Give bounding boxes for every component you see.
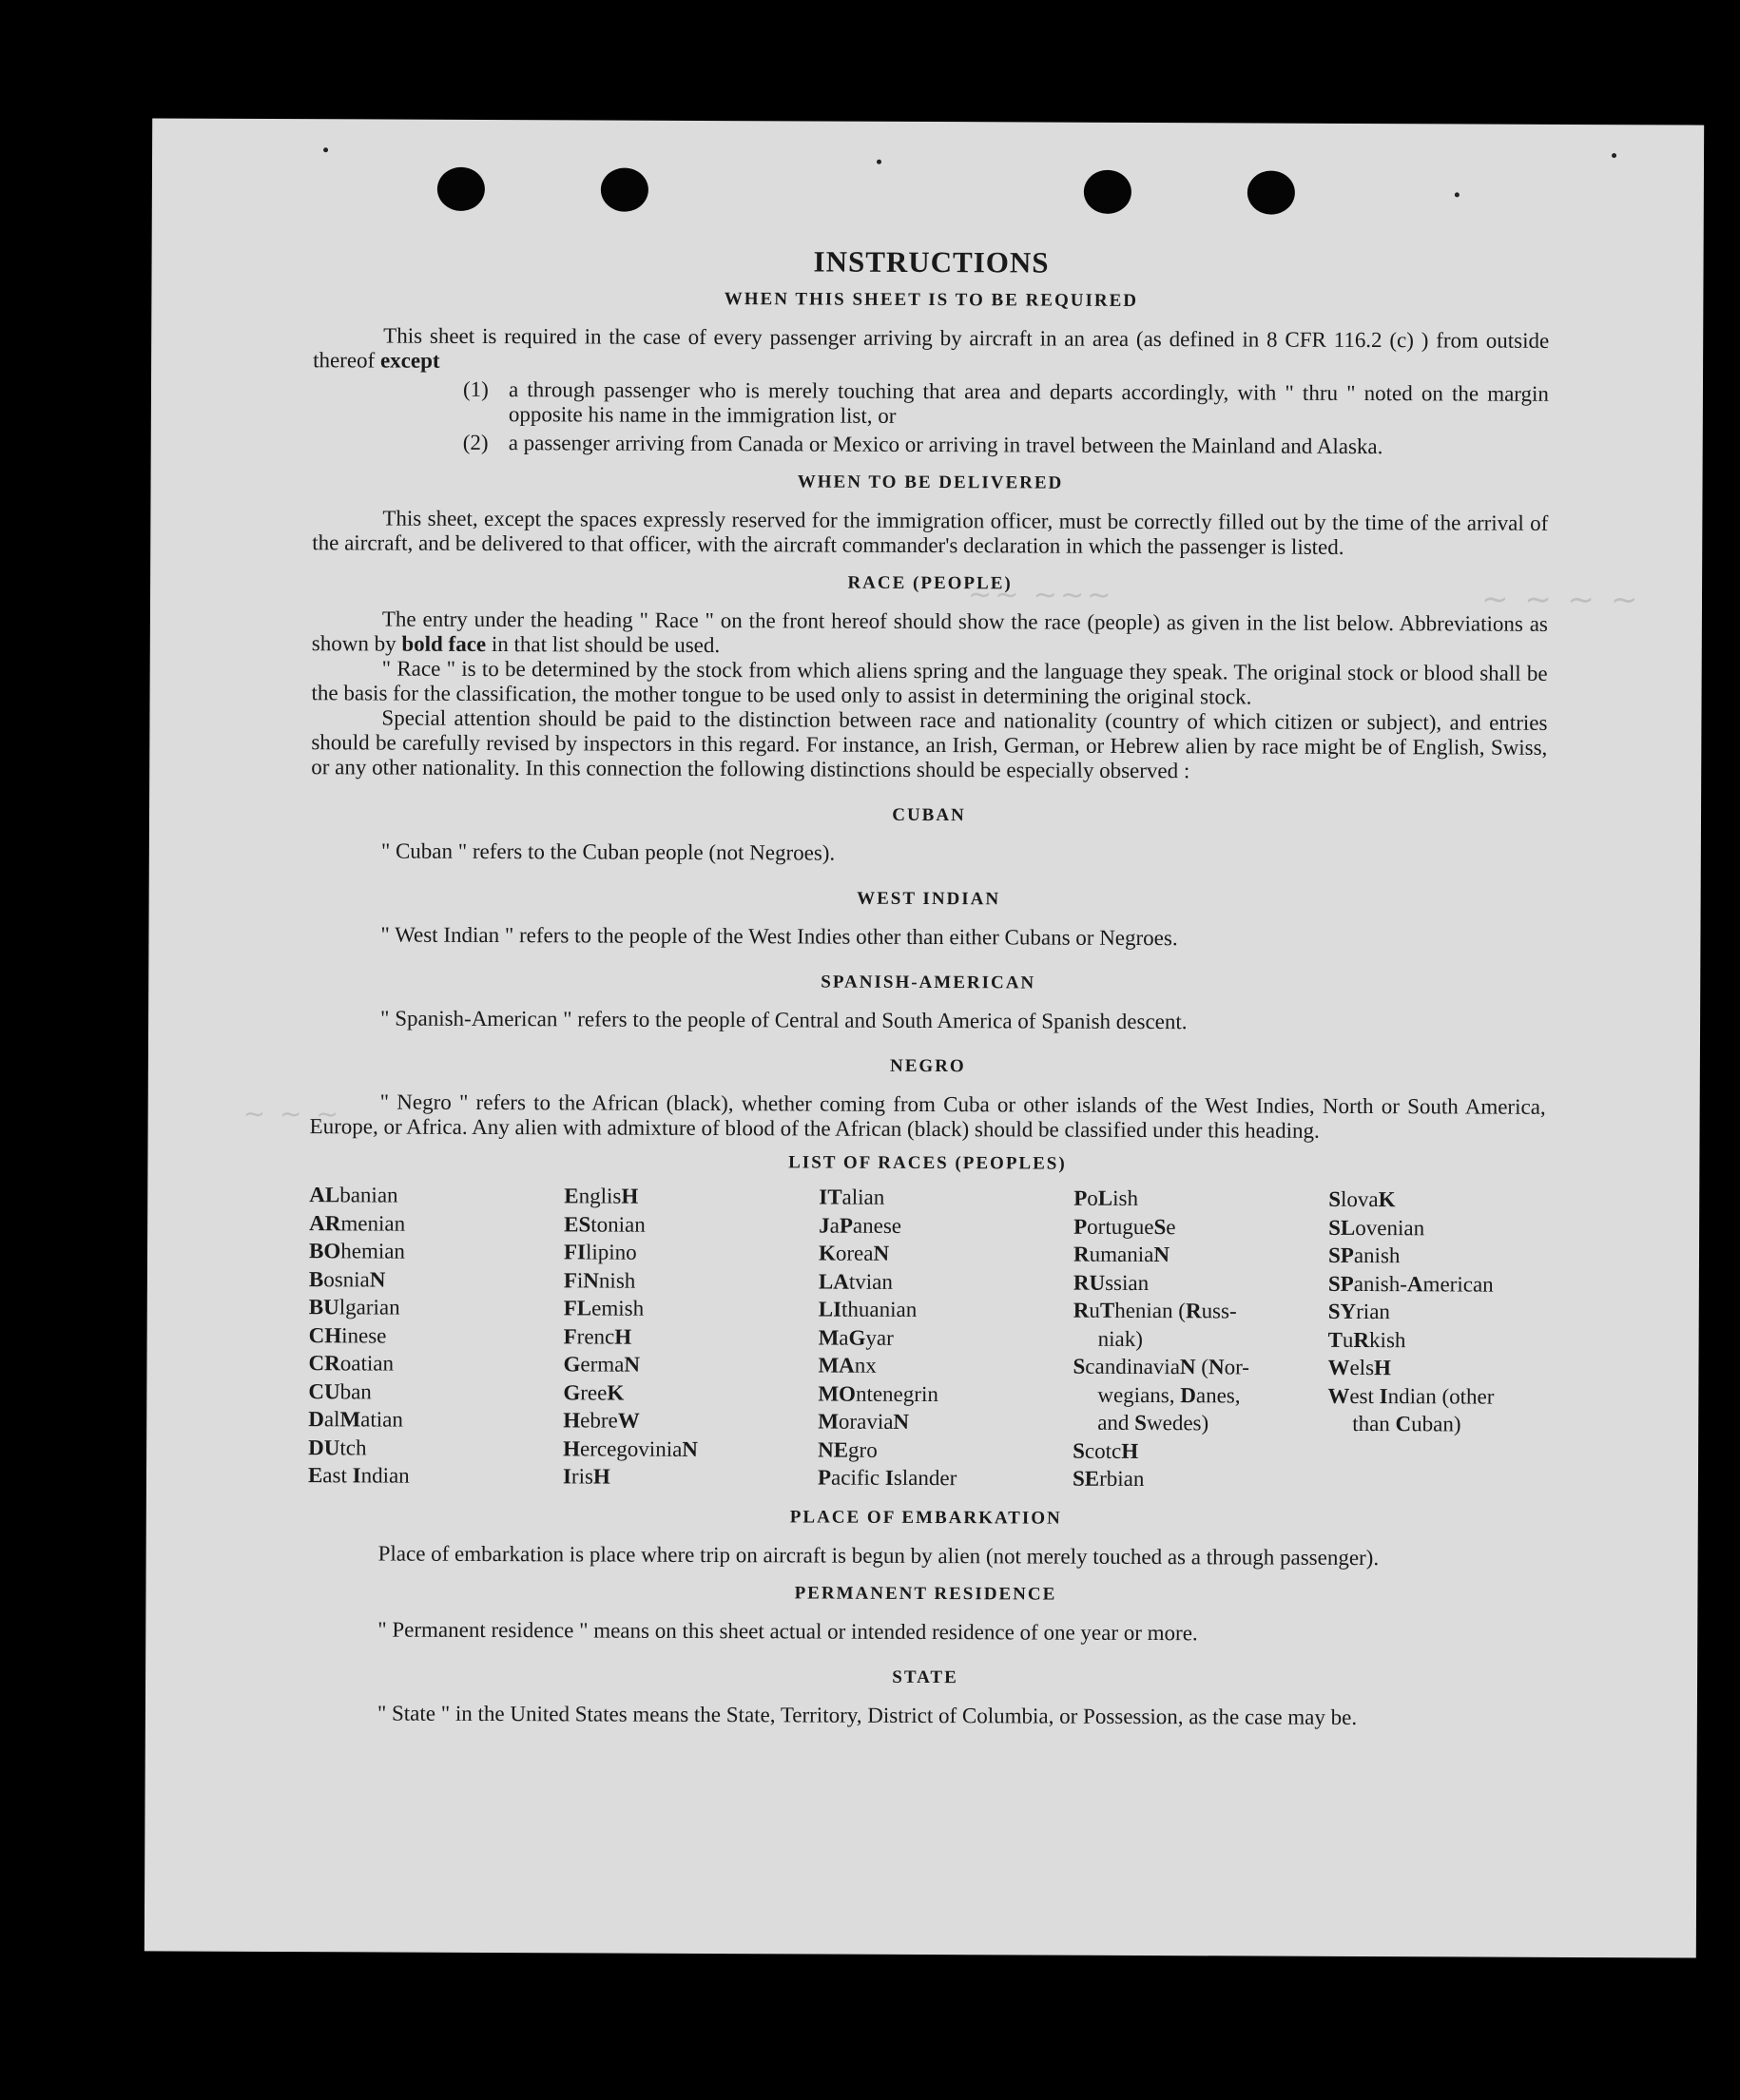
race-entry: Pacific Islander <box>817 1465 957 1491</box>
speck <box>877 160 881 164</box>
section-heading: STATE <box>892 1667 958 1687</box>
paragraph <box>312 607 1548 662</box>
race-entry: than Cuban) <box>1352 1411 1461 1436</box>
race-entry: DalMatian <box>308 1407 403 1432</box>
text: This sheet is required in the case of every passenger arriving by aircraft in an area (as defined in 8 CFR 116.2 (c) ) from outside thereof <box>313 323 1550 373</box>
paragraph: " State " in the United States means the State, Territory, District of Columbia, or Possession, as the case may be. <box>377 1700 1358 1729</box>
section-heading: WHEN TO BE DELIVERED <box>797 472 1064 493</box>
section-heading: PLACE OF EMBARKATION <box>789 1506 1062 1529</box>
race-entry: BOhemian <box>308 1239 406 1263</box>
paragraph: " Permanent residence " means on this sheet actual or intended residence of one year or more. <box>377 1616 1198 1645</box>
page-title: INSTRUCTIONS <box>813 244 1050 279</box>
race-entry: TuRkish <box>1327 1327 1406 1352</box>
list-item <box>463 377 1549 432</box>
paragraph: This sheet, except the spaces expressly reserved for the immigration officer, must be correctly filled out by the time of the arrival of the aircraft, and be delivered to that officer, with the aircraft commander's declaration in which the passenger is listed. <box>312 506 1549 559</box>
punch-hole <box>437 167 485 211</box>
race-entry: SYrian <box>1327 1299 1391 1324</box>
race-entry: FLemish <box>563 1296 645 1320</box>
punch-hole <box>1247 170 1295 214</box>
race-entry: RUssian <box>1073 1270 1150 1295</box>
race-entry: ARmenian <box>309 1210 406 1236</box>
paragraph: " Race " is to be determined by the stock from which aliens spring and the language they speak. The original stock or blood shall be the basis for the classification, the mother tongue to be used only to assist in determining the original stock. <box>311 656 1548 709</box>
race-column <box>1073 1185 1328 1494</box>
paragraph: Place of embarkation is place where trip on aircraft is begun by alien (not merely touched as a through passenger). <box>377 1540 1380 1570</box>
paragraph: " Cuban " refers to the Cuban people (not Negroes). <box>380 838 836 865</box>
race-entry: KoreaN <box>818 1241 890 1265</box>
item-text: a passenger arriving from Canada or Mexico or arriving in travel between the Mainland and Alaska. <box>508 431 1383 459</box>
section-heading: WEST INDIAN <box>857 888 1001 910</box>
race-column <box>563 1182 819 1492</box>
race-entry: CUban <box>308 1378 372 1403</box>
race-entry: PortugueSe <box>1073 1214 1176 1239</box>
race-entry: NEgro <box>818 1437 878 1462</box>
section-heading: CUBAN <box>892 804 966 826</box>
race-column <box>1327 1185 1545 1494</box>
paragraph: " Negro " refers to the African (black), whether coming from Cuba or other islands of the West Indies, North or South America, Europe, or Africa. Any alien with admixture of blood of the African (black) should be classified under this heading. <box>309 1089 1546 1143</box>
race-entry: CRoatian <box>308 1351 395 1376</box>
race-column <box>818 1184 1073 1493</box>
paragraph: " West Indian " refers to the people of the West Indies other than either Cubans or Negroes. <box>380 922 1178 951</box>
race-entry: West Indian (other <box>1327 1383 1495 1409</box>
race-entry: niak) <box>1097 1326 1143 1351</box>
race-entry: WelsH <box>1327 1355 1391 1380</box>
bold-text: except <box>379 348 440 373</box>
race-entry: JaPanese <box>819 1213 902 1238</box>
race-entry: ScotcH <box>1073 1438 1139 1463</box>
race-entry: and Swedes) <box>1097 1410 1209 1435</box>
section-heading: WHEN THIS SHEET IS TO BE REQUIRED <box>724 289 1139 311</box>
race-entry: MOntenegrin <box>818 1381 938 1406</box>
race-entry: BUlgarian <box>308 1295 400 1320</box>
race-entry: BosniaN <box>308 1266 386 1292</box>
text: in that list should be used. <box>486 631 721 658</box>
item-number: (1) <box>462 376 489 401</box>
race-entry: MaGyar <box>818 1325 894 1350</box>
race-entry: HebreW <box>563 1408 640 1433</box>
race-list <box>308 1181 1545 1494</box>
faint-pencil-bleed: ~ ~ ~ <box>242 1097 341 1130</box>
faint-pencil-bleed: ~ ~ ~ ~ <box>1480 580 1641 620</box>
race-entry: DUtch <box>308 1435 367 1459</box>
section-heading: RACE (PEOPLE) <box>847 572 1013 594</box>
race-entry: ScandinaviaN (Nor- <box>1073 1354 1250 1379</box>
race-entry: FIlipino <box>563 1240 637 1264</box>
speck <box>1455 192 1460 197</box>
speck <box>323 147 328 152</box>
instructions-content <box>307 244 1550 1730</box>
race-entry: LAtvian <box>818 1269 893 1294</box>
race-entry: SPanish <box>1327 1243 1401 1268</box>
race-entry: ALbanian <box>309 1183 398 1207</box>
race-entry: wegians, Danes, <box>1097 1382 1241 1407</box>
document-sheet <box>145 118 1704 1957</box>
race-entry: ITalian <box>819 1185 885 1209</box>
race-entry: GreeK <box>563 1379 625 1405</box>
item-number: (2) <box>462 430 489 454</box>
section-heading: SPANISH-AMERICAN <box>821 972 1036 993</box>
race-entry: PoLish <box>1073 1185 1139 1210</box>
section-heading: NEGRO <box>889 1055 966 1077</box>
race-entry: EStonian <box>564 1211 646 1237</box>
race-entry: East Indian <box>307 1463 410 1488</box>
punch-hole <box>601 168 648 212</box>
section-heading: PERMANENT RESIDENCE <box>794 1582 1057 1605</box>
paragraph <box>313 323 1549 378</box>
race-entry: RumaniaN <box>1073 1242 1170 1267</box>
race-entry: GermaN <box>563 1352 641 1377</box>
item-text: a through passenger who is merely touching that area and departs accordingly, with " thru " noted on the margin opposite his name in the immigration list, or <box>508 377 1550 428</box>
race-entry: HercegoviniaN <box>563 1435 699 1461</box>
race-entry: FrencH <box>563 1323 632 1349</box>
list-item <box>463 431 1549 460</box>
race-entry: LIthuanian <box>818 1297 918 1321</box>
text: The entry under the heading " Race " on the front hereof should show the race (people) as given in the list below. Abbreviations as shown by <box>311 607 1548 656</box>
paragraph: " Spanish-American " refers to the people of Central and South America of Spanish descent. <box>380 1006 1188 1034</box>
race-entry: RuThenian (Russ- <box>1073 1298 1237 1323</box>
punch-hole <box>1084 170 1131 214</box>
race-entry: MoraviaN <box>818 1409 910 1434</box>
faint-pencil-bleed: ~~ ~~~ <box>967 578 1114 612</box>
race-entry: CHinese <box>308 1322 387 1348</box>
race-entry: FiNnish <box>563 1267 636 1293</box>
race-entry: SPanish-American <box>1327 1271 1494 1297</box>
bold-text: bold face <box>401 631 487 656</box>
race-entry: SErbian <box>1072 1466 1145 1492</box>
section-heading: LIST OF RACES (PEOPLES) <box>788 1152 1067 1174</box>
paragraph: Special attention should be paid to the distinction between race and nationality (country of which citizen or subject), and entries should be carefully revised by inspectors in this regard. For instance, an Irish, German, or Hebrew alien by race might be of English, Swiss, or any other nationality. In this connection the following distinctions should be especially observed : <box>311 705 1548 783</box>
race-entry: SLovenian <box>1328 1215 1425 1240</box>
race-entry: IrisH <box>562 1464 610 1489</box>
race-entry: MAnx <box>818 1353 877 1378</box>
race-column <box>308 1181 564 1491</box>
speck <box>1612 153 1616 158</box>
race-entry: EnglisH <box>564 1184 639 1208</box>
race-entry: SlovaK <box>1328 1186 1396 1212</box>
